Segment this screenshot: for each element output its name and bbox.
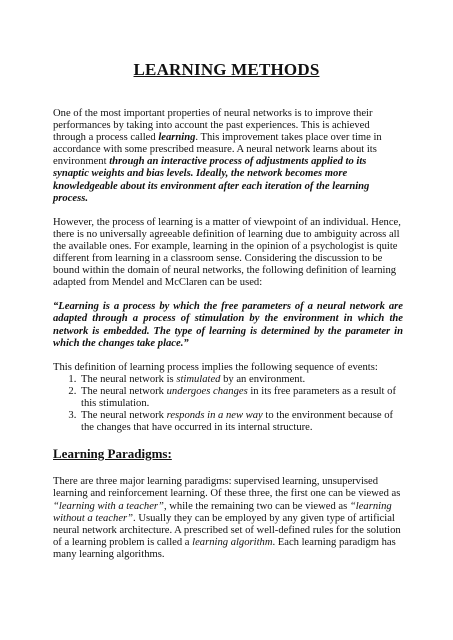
event-item <box>79 386 403 410</box>
events-intro: This definition of learning process implies the following sequence of events: <box>53 361 378 373</box>
event-emphasis: stimulated <box>176 373 221 385</box>
intro-emphasis-learning: learning <box>158 132 196 144</box>
document-body <box>53 108 403 573</box>
event-text: in its free parameters as a result of this stimulation. <box>81 385 396 409</box>
intro-emphasis-adjustments: through an interactive process of adjustments applied to its synaptic weights and bias levels. Ideally, the network becomes more knowledgeable about its environment after each iteration of the learning process. <box>53 156 370 204</box>
paradigms-emphasis-teacher: “learning with a teacher” <box>53 500 164 512</box>
paradigms-paragraph <box>53 476 403 561</box>
paradigms-text-2: , while the remaining two can be viewed as <box>163 500 350 512</box>
viewpoint-paragraph: However, the process of learning is a matter of viewpoint of an individual. Hence, there is no universally agreeable definition of learning due to ambiguity across all the available ones. For example, learning in the opinion of a psychologist is quite different from learning in a classroom sense. Considering the discussion to be bound within the domain of neural networks, the following definition of learning adapted from Mendel and McClaren can be used: <box>53 216 401 289</box>
paradigms-emphasis-algorithm: learning algorithm <box>192 536 273 548</box>
paradigms-text-4: . Each learning paradigm has many learning algorithms. <box>53 536 396 560</box>
page-title: LEARNING METHODS <box>133 60 320 79</box>
intro-paragraph <box>53 108 403 205</box>
paradigms-text-1: There are three major learning paradigms: supervised learning, unsupervised learning and reinforcement learning. Of these three, the first one can be viewed as <box>53 476 401 500</box>
paradigms-emphasis-no-teacher: “learning without a teacher” <box>53 500 392 524</box>
events-list <box>53 374 403 434</box>
event-text: The neural network <box>81 410 167 422</box>
event-item <box>79 410 403 434</box>
event-item <box>79 374 403 386</box>
event-text: to the environment because of the changes that have occurred in its internal structure. <box>81 410 394 434</box>
event-text: The neural network is <box>81 373 177 385</box>
intro-text-1: One of the most important properties of neural networks is to improve their performances by taking into account the past experiences. This is achieved through a process called <box>53 108 373 144</box>
paradigms-text-3: . Usually they can be employed by any given type of artificial neural network architecture. A prescribed set of well-defined rules for the solution of a learning problem is called a <box>53 512 401 548</box>
definition-quote: “Learning is a process by which the free parameters of a neural network are adapted through a process of stimulation by the environment in which the network is embedded. The type of learning is determined by the parameter in which the changes take place.” <box>53 301 403 349</box>
event-text: The neural network <box>81 385 167 397</box>
event-emphasis: undergoes changes <box>166 385 248 397</box>
intro-text-2: . This improvement takes place over time in accordance with some prescribed measure. A neural network learns about its environment <box>53 132 382 168</box>
event-text: by an environment. <box>220 373 306 385</box>
event-emphasis: responds in a new way <box>166 410 263 422</box>
section-heading: Learning Paradigms: <box>53 446 172 462</box>
